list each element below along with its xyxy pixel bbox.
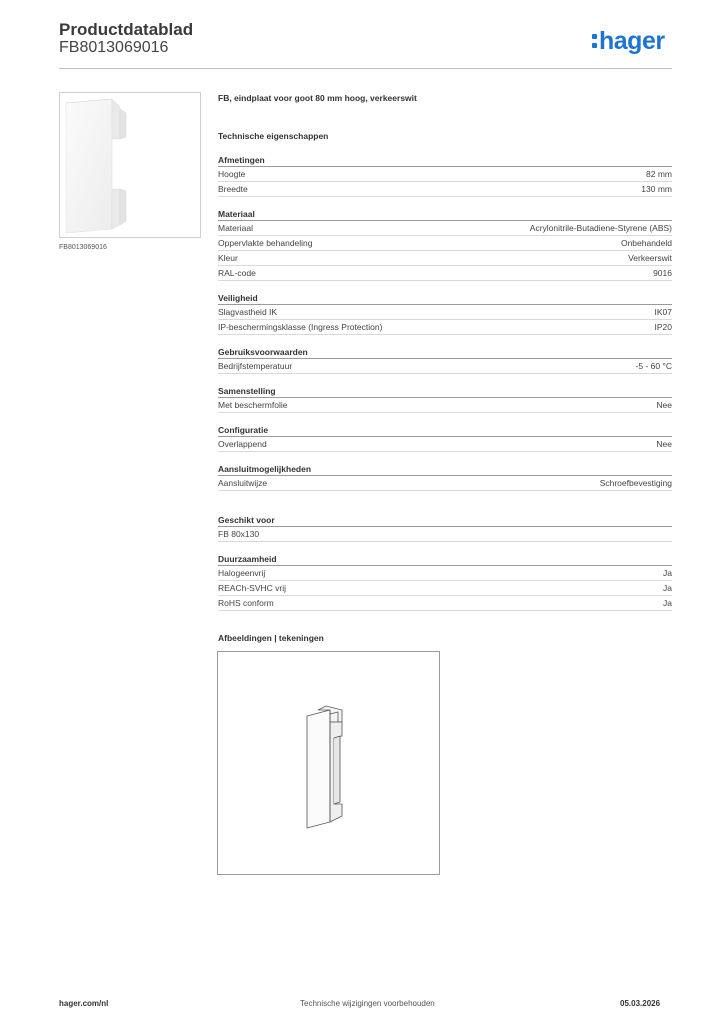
spec-row (218, 566, 672, 581)
spec-label: Materiaal (218, 223, 253, 233)
spec-section (218, 463, 672, 491)
spec-row (218, 182, 672, 197)
section-title: Duurzaamheid (218, 553, 672, 566)
spec-label: Kleur (218, 253, 238, 263)
product-drawing (217, 651, 440, 875)
logo-dots-icon (592, 34, 597, 48)
spec-value: Ja (663, 598, 672, 608)
footer-disclaimer: Technische wijzigingen voorbehouden (300, 999, 435, 1008)
spec-value: Verkeerswit (628, 253, 672, 263)
spec-value: Acrylonitrile-Butadiene-Styrene (ABS) (529, 223, 672, 233)
spec-sections (218, 154, 672, 491)
spec-row (218, 251, 672, 266)
spec-row (218, 476, 672, 491)
section-title: Materiaal (218, 208, 672, 221)
hager-logo[interactable] (592, 26, 665, 56)
spec-section (218, 346, 672, 374)
spec-label: IP-beschermingsklasse (Ingress Protection) (218, 322, 383, 332)
spec-value: Schroefbevestiging (599, 478, 672, 488)
spec-value: IP20 (654, 322, 672, 332)
spec-row (218, 305, 672, 320)
spec-value: Ja (663, 568, 672, 578)
spec-label: FB 80x130 (218, 529, 260, 539)
spec-section (218, 424, 672, 452)
spec-label: Hoogte (218, 169, 246, 179)
spec-label: Slagvastheid IK (218, 307, 278, 317)
spec-section (218, 208, 672, 281)
section-title: Veiligheid (218, 292, 672, 305)
footer-website[interactable]: hager.com/nl (59, 999, 109, 1008)
footer-date: 05.03.2026 (620, 999, 661, 1008)
spec-row (218, 437, 672, 452)
spec-row (218, 167, 672, 182)
section-title: Aansluitmogelijkheden (218, 463, 672, 476)
spec-value: 130 mm (641, 184, 672, 194)
spec-label: Oppervlakte behandeling (218, 238, 313, 248)
spec-label: Met beschermfolie (218, 400, 288, 410)
spec-row (218, 398, 672, 413)
spec-row (218, 581, 672, 596)
spec-value: Nee (656, 439, 672, 449)
spec-section (218, 385, 672, 413)
spec-section (218, 154, 672, 197)
spec-label: Halogeenvrij (218, 568, 266, 578)
spec-row (218, 320, 672, 335)
sustainability-section (218, 553, 672, 611)
spec-value: 82 mm (646, 169, 672, 179)
images-heading: Afbeeldingen | tekeningen (218, 633, 324, 643)
section-title: Afmetingen (218, 154, 672, 167)
sustainability-rows (218, 566, 672, 611)
section-title: Samenstelling (218, 385, 672, 398)
thumbnail-caption: FB8013069016 (59, 244, 107, 251)
spec-value: 9016 (653, 268, 672, 278)
spec-row (218, 221, 672, 236)
page-title: Productdatablad (59, 20, 194, 39)
spec-label: RAL-code (218, 268, 256, 278)
product-drawing-image (218, 652, 439, 874)
spec-label: Bedrijfstemperatuur (218, 361, 293, 371)
spec-label: RoHS conform (218, 598, 274, 608)
spec-section (218, 292, 672, 335)
section-title: Configuratie (218, 424, 672, 437)
spec-label: Breedte (218, 184, 248, 194)
spec-label: Overlappend (218, 439, 267, 449)
spec-value: Nee (656, 400, 672, 410)
section-title: Geschikt voor (218, 514, 672, 527)
spec-value: IK07 (654, 307, 672, 317)
spec-row (218, 596, 672, 611)
logo-text: hager (599, 26, 665, 55)
header-divider (59, 68, 672, 69)
spec-value: Onbehandeld (620, 238, 672, 248)
spec-label: REACh-SVHC vrij (218, 583, 287, 593)
suitable-for-section (218, 514, 672, 542)
spec-value: Ja (663, 583, 672, 593)
spec-row (218, 266, 672, 281)
technical-heading: Technische eigenschappen (218, 131, 329, 141)
spec-row (218, 236, 672, 251)
product-description: FB, eindplaat voor goot 80 mm hoog, verkeerswit (218, 93, 417, 103)
spec-label: Aansluitwijze (218, 478, 268, 488)
product-code: FB8013069016 (59, 39, 169, 56)
specifications (218, 92, 672, 502)
product-thumbnail-image (60, 93, 200, 237)
product-thumbnail (59, 92, 201, 238)
section-title: Gebruiksvoorwaarden (218, 346, 672, 359)
spec-value: -5 - 60 °C (635, 361, 672, 371)
spec-row (218, 359, 672, 374)
spec-row (218, 527, 672, 542)
